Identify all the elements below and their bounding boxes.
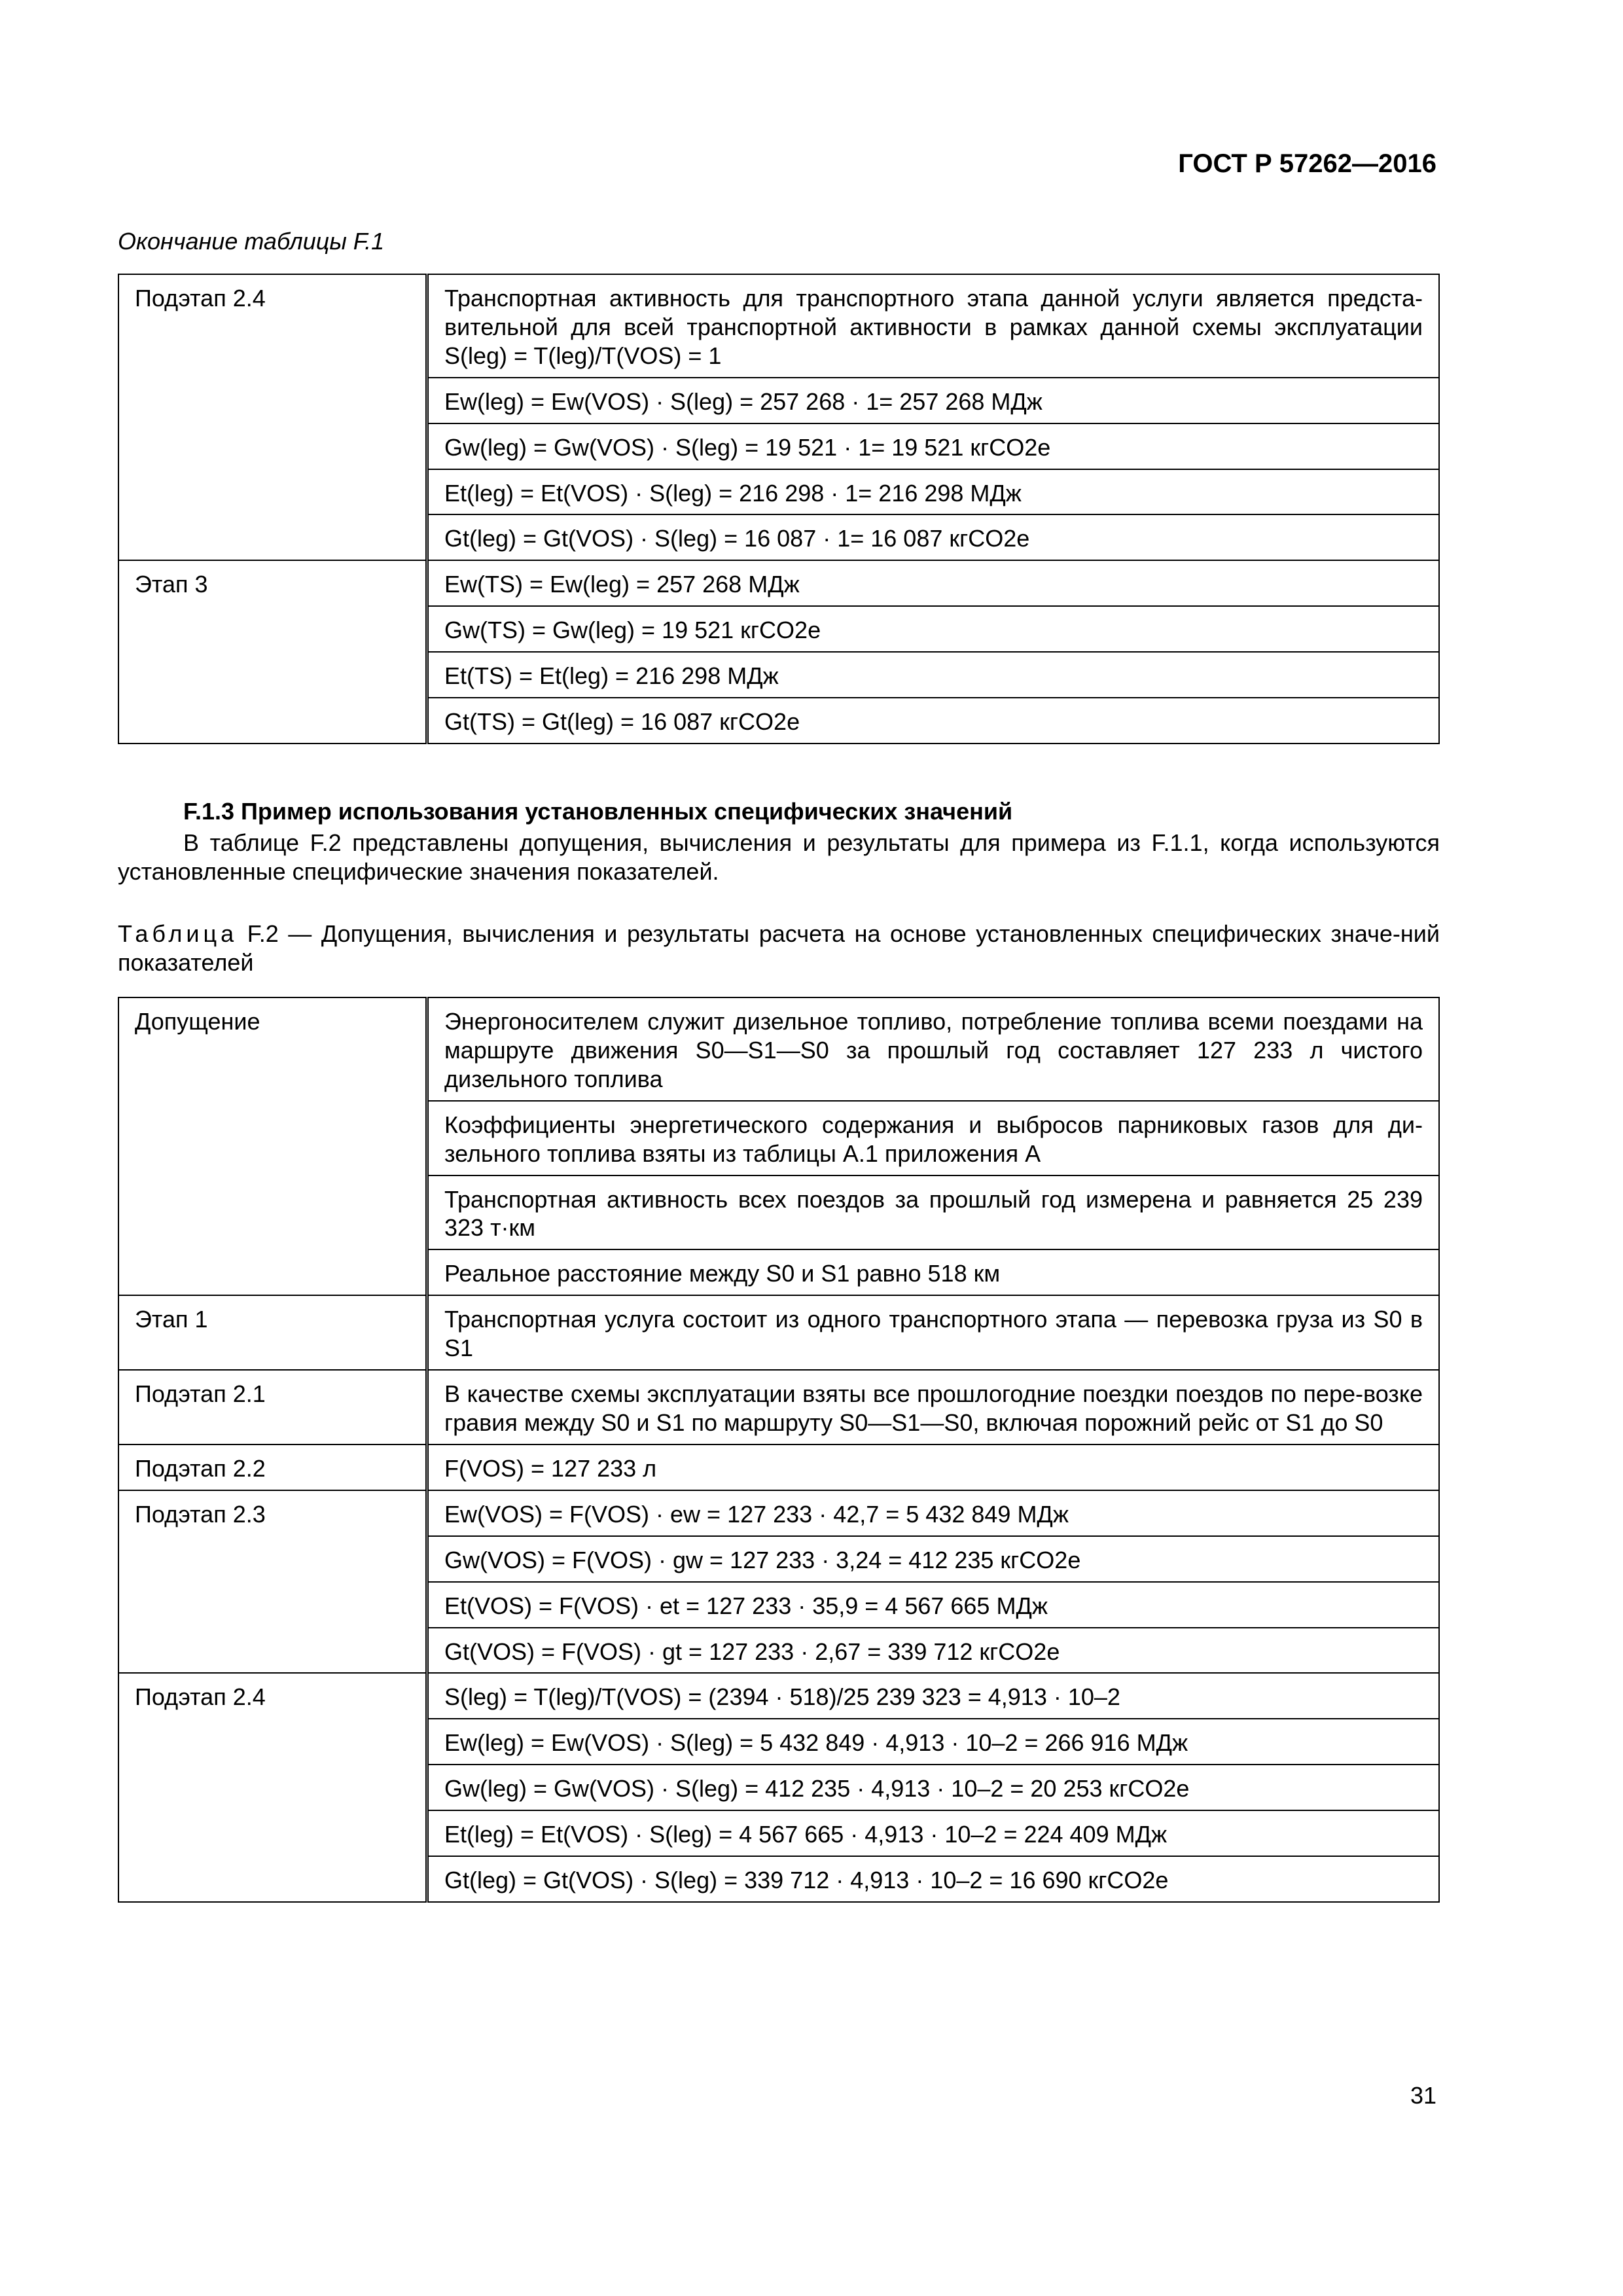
table-cell: Et(leg) = Et(VOS) · S(leg) = 4 567 665 · 4,913 · 10–2 = 224 409 МДж [427, 1810, 1440, 1856]
table-caption-word: Таблица [118, 920, 238, 947]
table-cell: Транспортная активность для транспортного этапа данной услуги является предста-вительной для всей транспортной активности в рамках данной схемы эксплуатации S(leg) = T(leg)/T(VOS) = 1 [427, 274, 1440, 378]
table-cell: F(VOS) = 127 233 л [427, 1444, 1440, 1490]
table-cell: Gt(leg) = Gt(VOS) · S(leg) = 16 087 · 1= 16 087 кгCO2e [427, 514, 1440, 560]
table-cell: Gw(TS) = Gw(leg) = 19 521 кгCO2e [427, 606, 1440, 652]
row-label: Подэтап 2.3 [118, 1490, 427, 1674]
section-heading: F.1.3 Пример использования установленных специфических значений [183, 798, 1013, 825]
table-cell: Gt(leg) = Gt(VOS) · S(leg) = 339 712 · 4,913 · 10–2 = 16 690 кгCO2e [427, 1856, 1440, 1902]
table-row [118, 1295, 1439, 1370]
table-cell: Gw(leg) = Gw(VOS) · S(leg) = 412 235 · 4,913 · 10–2 = 20 253 кгCO2e [427, 1765, 1440, 1810]
row-label: Подэтап 2.4 [118, 274, 427, 560]
table-cell: Ew(leg) = Ew(VOS) · S(leg) = 257 268 · 1= 257 268 МДж [427, 378, 1440, 423]
table-row [118, 274, 1439, 378]
table-cell: В качестве схемы эксплуатации взяты все прошлогодние поездки поездов по пере-возке гравия между S0 и S1 по маршруту S0—S1—S0, включая порожний рейс от S1 до S0 [427, 1370, 1440, 1444]
table-cell: Ew(leg) = Ew(VOS) · S(leg) = 5 432 849 · 4,913 · 10–2 = 266 916 МДж [427, 1719, 1440, 1765]
table-cell: Et(VOS) = F(VOS) · et = 127 233 · 35,9 = 4 567 665 МДж [427, 1582, 1440, 1628]
section-paragraph: В таблице F.2 представлены допущения, вычисления и результаты для примера из F.1.1, когда используются установленные специфические значения показателей. [118, 829, 1440, 885]
table-f2-caption [118, 920, 1440, 977]
row-label: Подэтап 2.2 [118, 1444, 427, 1490]
table-cell: Транспортная услуга состоит из одного транспортного этапа — перевозка груза из S0 в S1 [427, 1295, 1440, 1370]
row-label: Подэтап 2.1 [118, 1370, 427, 1444]
table-cell: Et(leg) = Et(VOS) · S(leg) = 216 298 · 1= 216 298 МДж [427, 469, 1440, 515]
table-cell: Gw(leg) = Gw(VOS) · S(leg) = 19 521 · 1= 19 521 кгCO2e [427, 423, 1440, 469]
row-label: Этап 3 [118, 560, 427, 744]
table-cell: Ew(TS) = Ew(leg) = 257 268 МДж [427, 560, 1440, 606]
table-row [118, 1370, 1439, 1444]
table-row [118, 1444, 1439, 1490]
table-cell: Коэффициенты энергетического содержания и выбросов парниковых газов для ди-зельного топлива взяты из таблицы А.1 приложения А [427, 1101, 1440, 1175]
row-label: Подэтап 2.4 [118, 1673, 427, 1902]
table-row [118, 1490, 1439, 1536]
table-cell: Et(TS) = Et(leg) = 216 298 МДж [427, 652, 1440, 698]
row-label: Этап 1 [118, 1295, 427, 1370]
table-row [118, 997, 1439, 1101]
table-cell: Транспортная активность всех поездов за прошлый год измерена и равняется 25 239 323 т·км [427, 1175, 1440, 1250]
page-number: 31 [1410, 2082, 1436, 2109]
table-cell: Энергоносителем служит дизельное топливо, потребление топлива всеми поездами на маршруте движения S0—S1—S0 за прошлый год составляет 127 233 л чистого дизельного топлива [427, 997, 1440, 1101]
row-label: Допущение [118, 997, 427, 1295]
table-cell: Ew(VOS) = F(VOS) · ew = 127 233 · 42,7 = 5 432 849 МДж [427, 1490, 1440, 1536]
table-f1 [118, 274, 1440, 744]
table-f1-continuation-caption: Окончание таблицы F.1 [118, 228, 385, 255]
standard-header: ГОСТ Р 57262—2016 [1178, 149, 1436, 178]
table-cell: Gt(TS) = Gt(leg) = 16 087 кгCO2e [427, 698, 1440, 744]
table-cell: Реальное расстояние между S0 и S1 равно 518 км [427, 1249, 1440, 1295]
table-cell: Gt(VOS) = F(VOS) · gt = 127 233 · 2,67 = 339 712 кгCO2e [427, 1628, 1440, 1674]
table-f2 [118, 997, 1440, 1903]
table-row [118, 560, 1439, 606]
table-cell: S(leg) = T(leg)/T(VOS) = (2394 · 518)/25 239 323 = 4,913 · 10–2 [427, 1673, 1440, 1719]
table-row [118, 1673, 1439, 1719]
table-caption-text: F.2 — Допущения, вычисления и результаты расчета на основе установленных специфических значе-ний показателей [118, 920, 1440, 976]
table-cell: Gw(VOS) = F(VOS) · gw = 127 233 · 3,24 = 412 235 кгCO2e [427, 1536, 1440, 1582]
